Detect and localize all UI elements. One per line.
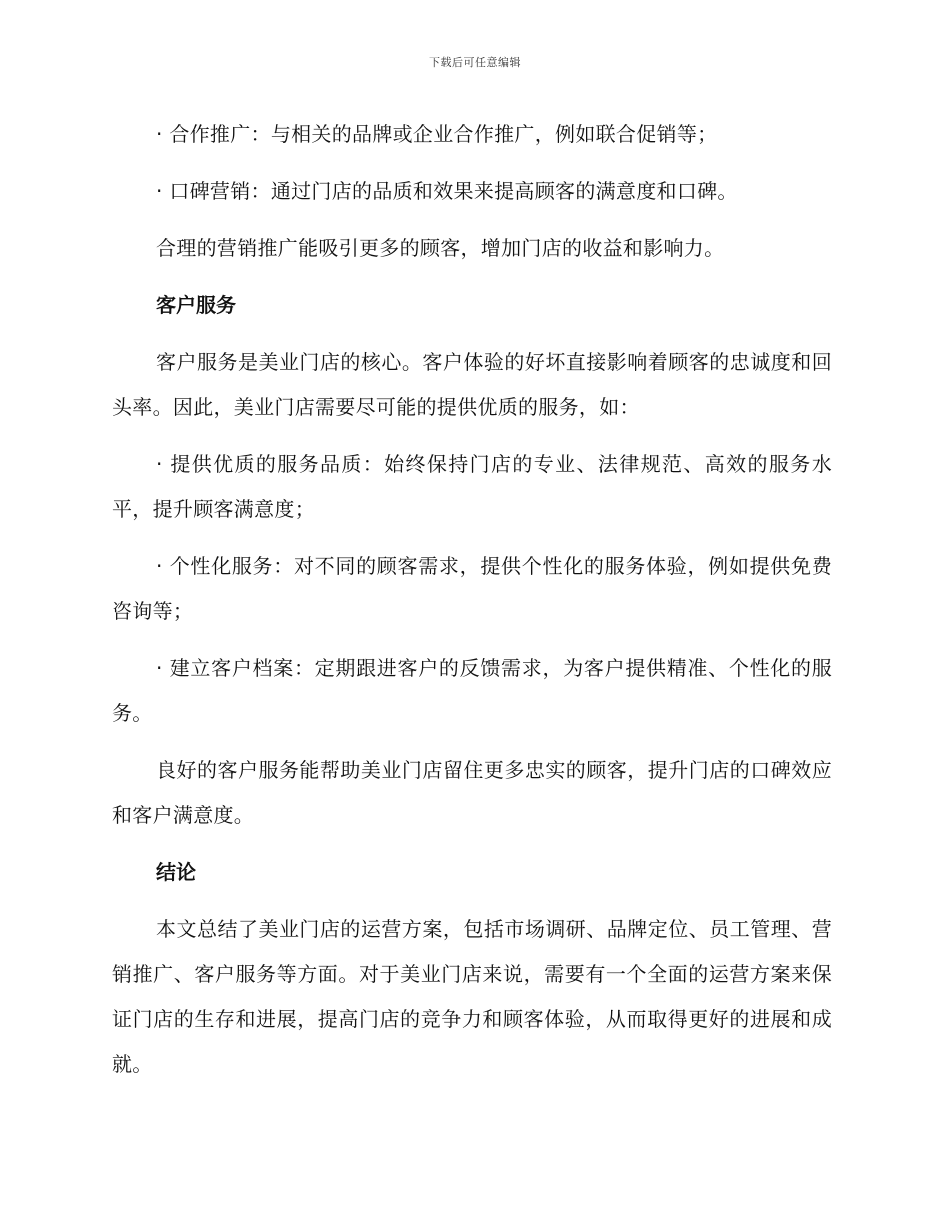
bullet-personalized-service: · 个性化服务：对不同的顾客需求，提供个性化的服务体验，例如提供免费咨询等； (112, 554, 832, 623)
bullet-service-quality: · 提供优质的服务品质：始终保持门店的专业、法律规范、高效的服务水平，提升顾客满意度； (112, 452, 832, 521)
paragraph-marketing-summary: 合理的营销推广能吸引更多的顾客，增加门店的收益和影响力。 (156, 236, 725, 260)
paragraph-customer-service-summary: 良好的客户服务能帮助美业门店留住更多忠实的顾客，提升门店的口碑效应和客户满意度。 (112, 758, 832, 827)
paragraph-customer-service-intro: 客户服务是美业门店的核心。客户体验的好坏直接影响着顾客的忠诚度和回头率。因此，美业门店需要尽可能的提供优质的服务，如： (112, 350, 832, 419)
section-heading-customer-service: 客户服务 (156, 293, 236, 317)
bullet-customer-records: · 建立客户档案：定期跟进客户的反馈需求，为客户提供精准、个性化的服务。 (112, 656, 832, 725)
document-body (112, 112, 832, 1099)
bullet-word-of-mouth: · 口碑营销：通过门店的品质和效果来提高顾客的满意度和口碑。 (156, 179, 738, 203)
bullet-cooperation-promotion: · 合作推广：与相关的品牌或企业合作推广，例如联合促销等； (156, 122, 718, 146)
page-header: 下载后可任意编辑 (429, 56, 521, 69)
section-heading-conclusion: 结论 (156, 860, 196, 884)
paragraph-conclusion: 本文总结了美业门店的运营方案，包括市场调研、品牌定位、员工管理、营销推广、客户服务等方面。对于美业门店来说，需要有一个全面的运营方案来保证门店的生存和进展，提高门店的竞争力和顾客体验，从而取得更好的进展和成就。 (112, 917, 832, 1076)
